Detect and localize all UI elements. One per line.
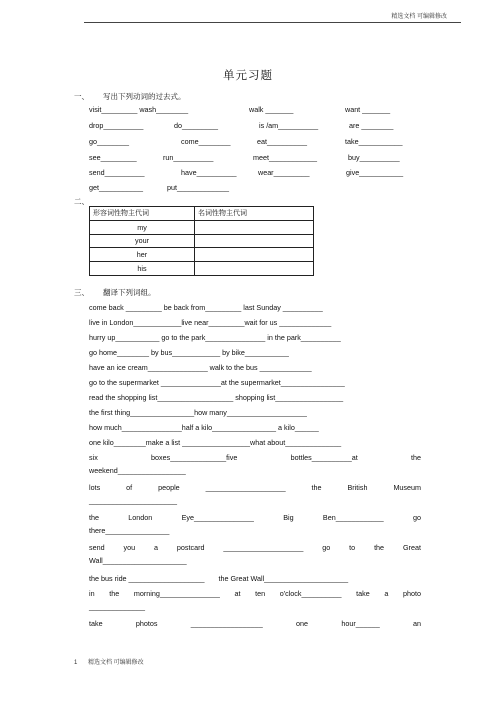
phrase-word: you (123, 543, 136, 552)
phrase-word: to (349, 543, 356, 552)
phrase-line (89, 483, 421, 492)
phrase-continuation: ______________ (89, 602, 145, 611)
verb-blank: give___________ (346, 168, 404, 177)
section-number: 三、 (74, 288, 89, 297)
table-answer-cell (195, 262, 314, 276)
phrase-block (89, 574, 421, 583)
phrase-word: people (158, 483, 180, 492)
phrase-word: take (356, 589, 370, 598)
phrase-word: bottles__________at (290, 453, 358, 462)
phrase-word: photo (402, 589, 421, 598)
phrase-word: go (412, 513, 421, 522)
phrase-line: go home________ by bus____________ by bike___________ (89, 348, 289, 357)
phrase-word: the (410, 453, 421, 462)
phrase-word: photos (135, 619, 158, 628)
verb-blank: drop__________ (89, 121, 144, 130)
phrase-word: boxes______________five (151, 453, 238, 462)
verb-blank: run__________ (163, 153, 214, 162)
page-title: 单元习题 (223, 68, 273, 82)
phrase-continuation: Wall_____________________ (89, 556, 187, 565)
phrase-block (89, 589, 421, 611)
pronoun-table (89, 206, 314, 276)
phrase-word: ____________________ (205, 483, 286, 492)
header-divider (84, 22, 461, 23)
phrase-line: the first thing________________how many____________________ (89, 408, 307, 417)
phrase-continuation: there________________ (89, 526, 170, 535)
phrase-word: of (126, 483, 133, 492)
verb-blank: send__________ (89, 168, 145, 177)
verb-blank: see_________ (89, 153, 137, 162)
phrase-word: ten (255, 589, 266, 598)
page-number: 1 (74, 660, 78, 666)
phrase-line: live in London____________live near_________wait for us _____________ (89, 318, 332, 327)
verb-blank: do_________ (174, 121, 218, 130)
phrase-line: how much_______________half a kilo________________ a kilo______ (89, 423, 319, 432)
verb-blank: get___________ (89, 183, 143, 192)
phrase-word: __________________ (190, 619, 263, 628)
phrase-word: Museum (393, 483, 421, 492)
phrase-word: British (347, 483, 368, 492)
phrase-block (89, 453, 421, 475)
table-row (90, 262, 314, 276)
phrase-word: postcard (176, 543, 205, 552)
table-header-noun: 名词性物主代词 (195, 207, 314, 221)
verb-blank: wear_________ (258, 168, 310, 177)
table-header-adjective: 形容词性物主代词 (90, 207, 195, 221)
section-1-heading (74, 91, 186, 102)
phrase-word: hour______ (341, 619, 380, 628)
table-cell: his (90, 262, 195, 276)
phrase-word: the (89, 513, 99, 522)
phrase-block (89, 543, 421, 565)
table-cell: my (90, 220, 195, 234)
section-number: 二、 (74, 197, 89, 206)
table-answer-cell (195, 234, 314, 248)
phrase-line (89, 574, 421, 583)
phrase-line: go to the supermarket _______________at the supermarket________________ (89, 378, 345, 387)
table-cell: her (90, 248, 195, 262)
phrase-line (89, 453, 421, 462)
phrase-word: morning_______________ (133, 589, 220, 598)
phrase-line: read the shopping list___________________ shopping list_________________ (89, 393, 344, 402)
phrase-word: six (89, 453, 98, 462)
verb-blank: meet____________ (253, 153, 317, 162)
phrase-word: an (413, 619, 421, 628)
table-row (90, 220, 314, 234)
section-number: 一、 (74, 92, 89, 101)
phrase-word: a (384, 589, 389, 598)
footer-text: 精选文档 可编辑修改 (88, 660, 144, 666)
phrase-word: Ben____________ (322, 513, 384, 522)
table-cell: your (90, 234, 195, 248)
phrase-word: the (109, 589, 120, 598)
phrase-word: Great (402, 543, 421, 552)
phrase-continuation: ______________________ (89, 496, 177, 505)
section-instruction: 写出下列动词的过去式。 (103, 92, 186, 101)
verb-blank: come________ (181, 137, 231, 146)
phrase-word: the Great Wall_____________________ (218, 574, 349, 583)
verb-blank: go________ (89, 137, 129, 146)
phrase-line: hurry up___________ go to the park_______________ in the park__________ (89, 333, 341, 342)
phrase-block (89, 619, 421, 628)
verb-blank: want _______ (345, 105, 391, 114)
verb-blank: is /am__________ (259, 121, 319, 130)
section-3-heading (74, 287, 156, 298)
phrase-word: a (154, 543, 158, 552)
verb-blank: take___________ (345, 137, 403, 146)
phrase-line (89, 513, 421, 522)
verb-blank: buy__________ (348, 153, 400, 162)
phrase-block (89, 513, 421, 535)
table-row (90, 248, 314, 262)
verb-blank: put_____________ (167, 183, 229, 192)
phrase-word: lots (89, 483, 101, 492)
phrase-word: send (89, 543, 105, 552)
phrase-line: one kilo________make a list _________________what about______________ (89, 438, 342, 447)
phrase-line (89, 589, 421, 598)
page-header-text: 精选文档 可编辑修改 (391, 14, 447, 20)
page-footer (74, 657, 144, 666)
phrase-line (89, 543, 421, 552)
phrase-word: go (322, 543, 331, 552)
phrase-word: one (296, 619, 309, 628)
phrase-line (89, 619, 421, 628)
phrase-word: in (89, 589, 95, 598)
phrase-word: at (234, 589, 241, 598)
phrase-line: have an ice cream_______________ walk to the bus _____________ (89, 363, 312, 372)
phrase-word: take (89, 619, 103, 628)
table-answer-cell (195, 248, 314, 262)
verb-blank: walk _______ (249, 105, 294, 114)
table-answer-cell (195, 220, 314, 234)
verb-blank: have__________ (181, 168, 237, 177)
phrase-word: Eye_______________ (181, 513, 254, 522)
phrase-block (89, 483, 421, 505)
section-instruction: 翻译下列词组。 (103, 288, 156, 297)
table-row (90, 234, 314, 248)
phrase-word: London (128, 513, 153, 522)
verb-blank: visit_________ wash________ (89, 105, 189, 114)
phrase-word: the (311, 483, 322, 492)
phrase-line: come back _________ be back from_________ last Sunday __________ (89, 303, 323, 312)
phrase-word: o'clock__________ (279, 589, 342, 598)
phrase-continuation: weekend_________________ (89, 466, 186, 475)
phrase-word: Big (283, 513, 294, 522)
phrase-word: the (374, 543, 385, 552)
verb-blank: are ________ (349, 121, 394, 130)
phrase-word: the bus ride ___________________ (89, 574, 205, 583)
phrase-word: ____________________ (223, 543, 304, 552)
verb-blank: eat__________ (257, 137, 307, 146)
table-header-row (90, 207, 314, 221)
